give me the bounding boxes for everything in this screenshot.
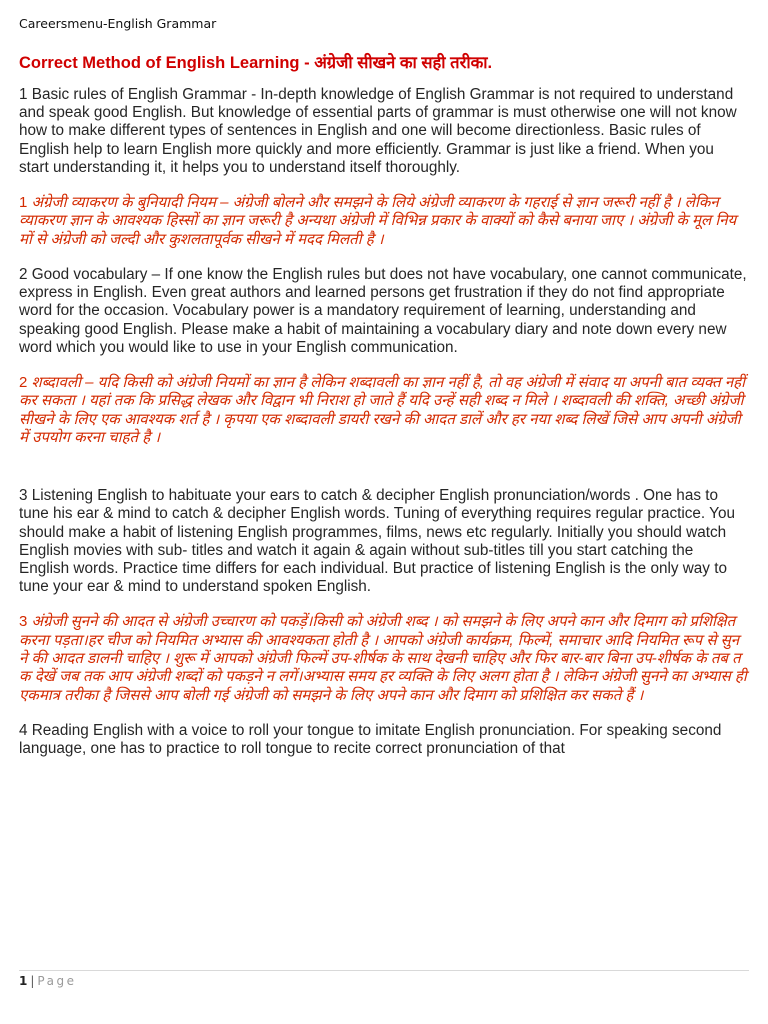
- paragraph-2-hindi-number: 2: [19, 373, 28, 391]
- page-label: Page: [37, 974, 77, 988]
- page-header: Careersmenu-English Grammar: [19, 16, 217, 31]
- page-number: 1: [19, 974, 28, 988]
- footer-separator: |: [30, 974, 35, 988]
- paragraph-4-english: 4 Reading English with a voice to roll your tongue to imitate English pronunciation. For speaking second language, one has to practice to roll tongue to recite correct pronunciation of that: [19, 721, 722, 758]
- paragraph-1-hindi-text: अंग्रेजी व्याकरण के बुनियादी नियम – अंग्रेजी बोलने और समझने के लिये अंग्रेजी व्याकरण के गहराई से ज्ञान जरूरी नहीं है । लेकिन व्याकरण ज्ञान के आवश्यक हिस्सों का ज्ञान जरूरी है अन्यथा अंग्रेजी में विभिन्न प्रकार के वाक्यों को कैसे बनाया जाए । अंग्रेजी के मूल नियमों से अंग्रेजी को जल्दी और कुशलतापूर्वक सीखने में मदद मिलती है ।: [19, 194, 737, 248]
- title-hindi: अंग्रेजी सीखने का सही तरीका.: [314, 54, 493, 72]
- paragraph-1-hindi: [19, 194, 747, 249]
- page-footer: [19, 970, 749, 988]
- paragraph-2-hindi-text: शब्दावली – यदि किसी को अंग्रेजी नियमों का ज्ञान है लेकिन शब्दावली का ज्ञान नहीं है, तो वह अंग्रेजी में संवाद या अपनी बात व्यक्त नहीं कर सकता । यहां तक कि प्रसिद्ध लेखक और विद्वान भी निराश हो जाते हैं यदि उन्हें सही शब्द न मिले । शब्दावली की शक्ति, अच्छी अंग्रेजी सीखने के लिए एक आवश्यक शर्त है । कृपया एक शब्दावली डायरी रखने की आदत डालें और हर नया शब्द लिखें जिसे आप अपनी अंग्रेजी में उपयोग करना चाहते है ।: [19, 373, 745, 446]
- paragraph-1-hindi-number: 1: [19, 194, 28, 212]
- paragraph-2-english: 2 Good vocabulary – If one know the English rules but does not have vocabulary, one cannot communicate, express in English. Even great authors and learned persons get frustration if they do not find appropriate word for the occasion. Vocabulary power is a mandatory requirement of learning, understanding and speaking good English. Please make a habit of maintaining a vocabulary diary and note down every new word which you would like to use in your English communication.: [19, 265, 747, 356]
- paragraph-3-hindi-text: अंग्रेजी सुनने की आदत से अंग्रेजी उच्चारण को पकड़ें।किसी को अंग्रेजी शब्द । को समझने के लिए अपने कान और दिमाग को प्रशिक्षित करना पड़ता।हर चीज को नियमित अभ्यास की आवश्यकता होती है । आपको अंग्रेजी कार्यक्रम, फिल्में, समाचार आदि नियमित रूप से सुनने की आदत डालनी चाहिए । शुरू में आपको अंग्रेजी फिल्में उप-शीर्षक के साथ देखनी चाहिए और फिर बार-बार बिना उप-शीर्षक के तब तक देखें जब तक आप अंग्रेजी शब्दों को पकड़ने न लगें।अभ्यास समय हर व्यक्ति के लिए अलग होता है । लेकिन अंग्रेजी सुनने का अभ्यास ही एकमात्र तरीका है जिससे आप बोली गई अंग्रेजी को समझने के लिए अपने कान और दिमाग को प्रशिक्षित कर सकते हैं ।: [19, 613, 747, 704]
- document-body: [19, 86, 747, 758]
- paragraph-1-english: 1 Basic rules of English Grammar - In-depth knowledge of English Grammar is not required to understand and speak good English. But knowledge of essential parts of grammar is must otherwise one will not know how to make different types of sentences in English and one will become directionless. Basic rules of English help to learn English more quickly and more efficiently. Grammar is just like a friend. When you start understanding it, it helps you to understand itself thoroughly.: [19, 86, 737, 176]
- title-english: Correct Method of English Learning -: [19, 54, 310, 72]
- paragraph-2-hindi: [19, 374, 747, 447]
- paragraph-3-hindi: [19, 613, 747, 704]
- paragraph-3-english: 3 Listening English to habituate your ears to catch & decipher English pronunciation/words . One has to tune his ear & mind to catch & decipher English words. Tuning of everything requires regular practice. You should make a habit of listening English programmes, films, news etc regularly. Initially you should watch English movies with sub- titles and watch it again & again without sub-titles till you start catching the English words. Practice time differs for each individual. But practice of listening English is the only way to tune your ear & mind to understand spoken English.: [19, 487, 735, 596]
- paragraph-3-hindi-number: 3: [19, 613, 28, 631]
- document-title: [19, 50, 749, 73]
